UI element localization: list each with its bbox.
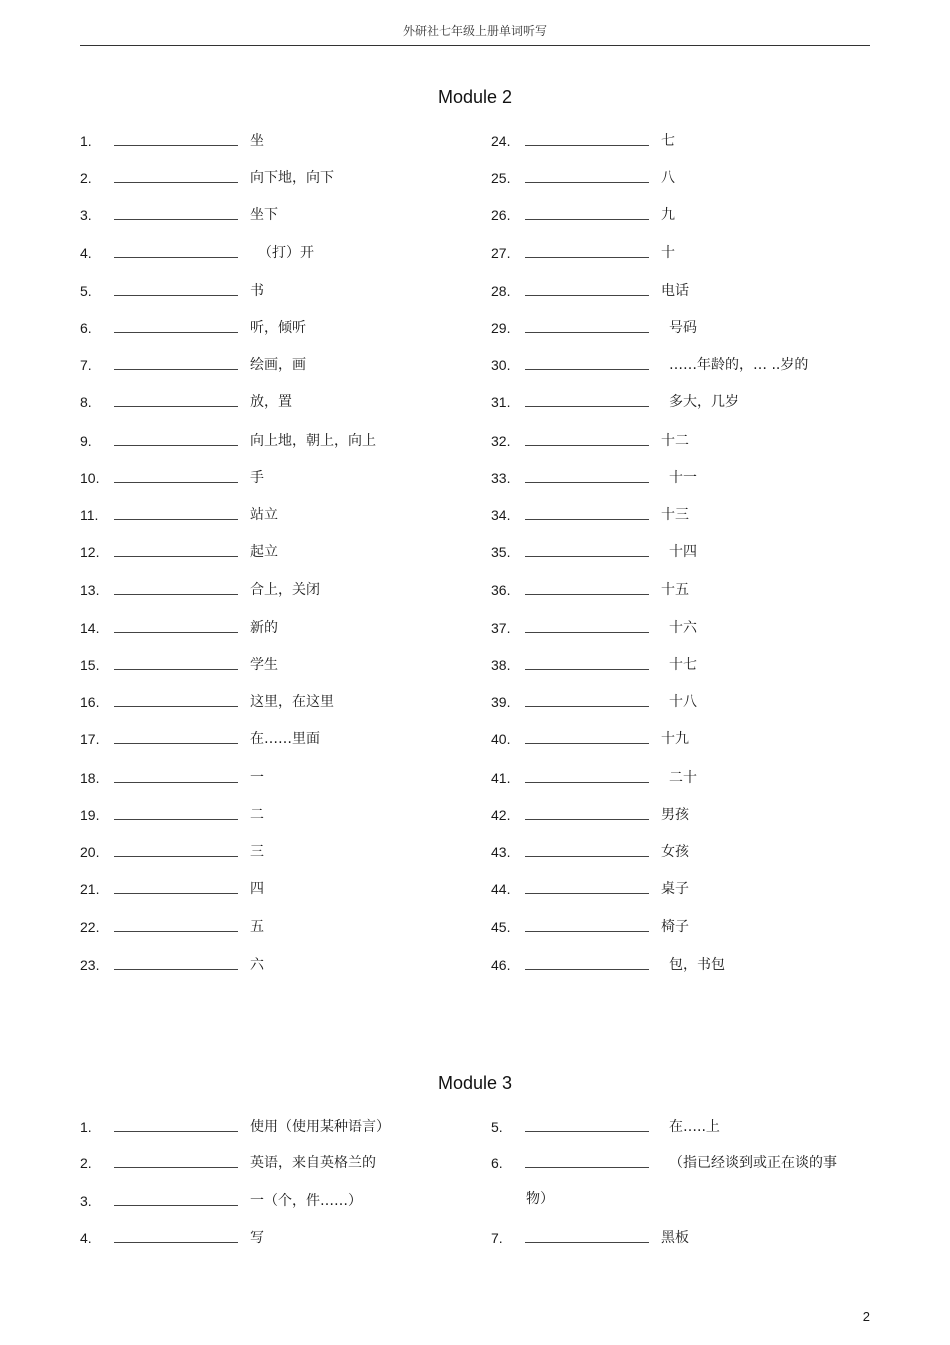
answer-blank[interactable] <box>114 768 238 783</box>
item-number: 34. <box>491 507 511 523</box>
item-number: 39. <box>491 694 511 710</box>
item-number: 7. <box>80 357 92 373</box>
item-meaning: 八 <box>661 170 675 186</box>
item-number: 23. <box>80 957 100 973</box>
answer-blank[interactable] <box>525 618 649 633</box>
item-number: 4. <box>80 1230 92 1246</box>
item-meaning: 这里，在这里 <box>250 694 334 710</box>
item-number: 29. <box>491 320 511 336</box>
item-meaning: 多大，几岁 <box>669 394 739 410</box>
item-number: 38. <box>491 657 511 673</box>
item-meaning: 使用（使用某种语言） <box>250 1119 390 1135</box>
answer-blank[interactable] <box>114 1153 238 1168</box>
answer-blank[interactable] <box>114 318 238 333</box>
item-number: 27. <box>491 245 511 261</box>
item-meaning: 黑板 <box>661 1230 689 1246</box>
answer-blank[interactable] <box>114 955 238 970</box>
item-meaning: ……年龄的，… ..岁的 <box>669 357 809 373</box>
item-number: 1. <box>80 133 92 149</box>
item-number: 26. <box>491 207 511 223</box>
answer-blank[interactable] <box>525 1228 649 1243</box>
item-number: 44. <box>491 881 511 897</box>
item-number: 40. <box>491 731 511 747</box>
item-number: 24. <box>491 133 511 149</box>
item-number: 1. <box>80 1119 92 1135</box>
item-number: 2. <box>80 1155 92 1171</box>
item-number: 32. <box>491 433 511 449</box>
item-meaning: 十九 <box>661 731 689 747</box>
answer-blank[interactable] <box>114 1228 238 1243</box>
answer-blank[interactable] <box>114 205 238 220</box>
answer-blank[interactable] <box>525 205 649 220</box>
answer-blank[interactable] <box>525 1153 649 1168</box>
item-number: 9. <box>80 433 92 449</box>
item-meaning: 绘画，画 <box>250 357 306 373</box>
answer-blank[interactable] <box>114 1117 238 1132</box>
item-meaning: 十四 <box>669 544 697 560</box>
item-meaning: 合上，关闭 <box>250 582 320 598</box>
item-number: 25. <box>491 170 511 186</box>
module-3-title: Module 3 <box>437 1073 513 1093</box>
item-number: 37. <box>491 620 511 636</box>
item-number: 11. <box>80 507 99 523</box>
answer-blank[interactable] <box>114 131 238 146</box>
page-number: 2 <box>862 1309 870 1324</box>
item-meaning: 十 <box>661 245 675 261</box>
item-meaning: 十二 <box>661 433 689 449</box>
item-meaning: （打）开 <box>258 245 314 261</box>
answer-blank[interactable] <box>525 879 649 894</box>
item-meaning: 一（个，件……） <box>250 1193 362 1209</box>
answer-blank[interactable] <box>114 431 238 446</box>
item-number: 2. <box>80 170 92 186</box>
answer-blank[interactable] <box>114 281 238 296</box>
item-number: 14. <box>80 620 100 636</box>
item-number: 41. <box>491 770 511 786</box>
item-meaning: 电话 <box>661 283 689 299</box>
answer-blank[interactable] <box>525 168 649 183</box>
item-number: 16. <box>80 694 100 710</box>
answer-blank[interactable] <box>525 955 649 970</box>
item-meaning: 向下地，向下 <box>250 170 334 186</box>
module-2-title: Module 2 <box>437 87 513 107</box>
answer-blank[interactable] <box>114 505 238 520</box>
answer-blank[interactable] <box>525 805 649 820</box>
item-meaning: 二十 <box>669 770 697 786</box>
answer-blank[interactable] <box>525 131 649 146</box>
item-meaning: 十五 <box>661 582 689 598</box>
item-meaning: 十一 <box>669 470 697 486</box>
item-number: 6. <box>491 1155 503 1171</box>
item-number: 19. <box>80 807 100 823</box>
answer-blank[interactable] <box>525 692 649 707</box>
item-meaning: 学生 <box>250 657 278 673</box>
answer-blank[interactable] <box>114 580 238 595</box>
answer-blank[interactable] <box>114 692 238 707</box>
item-meaning: 椅子 <box>661 919 689 935</box>
item-meaning: 九 <box>661 207 675 223</box>
item-meaning: 包，书包 <box>669 957 725 973</box>
answer-blank[interactable] <box>114 168 238 183</box>
item-number: 3. <box>80 1193 92 1209</box>
item-number: 22. <box>80 919 100 935</box>
answer-blank[interactable] <box>525 281 649 296</box>
answer-blank[interactable] <box>114 542 238 557</box>
item-number: 33. <box>491 470 511 486</box>
item-meaning: 英语，来自英格兰的 <box>250 1155 376 1171</box>
item-meaning: 一 <box>250 770 264 786</box>
item-meaning: 二 <box>250 807 264 823</box>
answer-blank[interactable] <box>525 917 649 932</box>
item-meaning: 在……里面 <box>250 731 320 747</box>
item-meaning: 五 <box>250 919 264 935</box>
item-meaning: 男孩 <box>661 807 689 823</box>
item-meaning: 号码 <box>669 320 697 336</box>
item-meaning: 坐下 <box>250 207 278 223</box>
answer-blank[interactable] <box>114 842 238 857</box>
answer-blank[interactable] <box>114 392 238 407</box>
answer-blank[interactable] <box>114 879 238 894</box>
answer-blank[interactable] <box>114 1191 238 1206</box>
item-meaning: 十三 <box>661 507 689 523</box>
answer-blank[interactable] <box>525 505 649 520</box>
item-meaning: 向上地，朝上，向上 <box>250 433 376 449</box>
item-meaning: 听，倾听 <box>250 320 306 336</box>
item-number: 45. <box>491 919 511 935</box>
answer-blank[interactable] <box>114 917 238 932</box>
header-divider <box>80 45 870 46</box>
answer-blank[interactable] <box>525 1117 649 1132</box>
answer-blank[interactable] <box>525 392 649 407</box>
answer-blank[interactable] <box>525 318 649 333</box>
item-meaning: 书 <box>250 283 264 299</box>
item-number: 15. <box>80 657 100 673</box>
item-meaning: 十七 <box>669 657 697 673</box>
item-meaning-continuation: 物） <box>526 1191 554 1207</box>
item-meaning: 在…..上 <box>669 1119 720 1135</box>
answer-blank[interactable] <box>114 355 238 370</box>
item-number: 13. <box>80 582 100 598</box>
item-number: 17. <box>80 731 100 747</box>
answer-blank[interactable] <box>525 729 649 744</box>
item-meaning: 坐 <box>250 133 264 149</box>
item-number: 28. <box>491 283 511 299</box>
answer-blank[interactable] <box>525 655 649 670</box>
item-number: 43. <box>491 844 511 860</box>
item-meaning: 桌子 <box>661 881 689 897</box>
item-number: 5. <box>491 1119 503 1135</box>
item-number: 8. <box>80 394 92 410</box>
item-number: 10. <box>80 470 100 486</box>
item-meaning: （指已经谈到或正在谈的事 <box>669 1155 837 1171</box>
item-number: 18. <box>80 770 100 786</box>
item-meaning: 十六 <box>669 620 697 636</box>
answer-blank[interactable] <box>114 655 238 670</box>
item-number: 21. <box>80 881 100 897</box>
item-number: 30. <box>491 357 511 373</box>
item-number: 4. <box>80 245 92 261</box>
answer-blank[interactable] <box>525 468 649 483</box>
answer-blank[interactable] <box>114 729 238 744</box>
item-meaning: 新的 <box>250 620 278 636</box>
item-number: 6. <box>80 320 92 336</box>
item-meaning: 手 <box>250 470 264 486</box>
item-number: 3. <box>80 207 92 223</box>
answer-blank[interactable] <box>114 805 238 820</box>
item-number: 46. <box>491 957 511 973</box>
answer-blank[interactable] <box>525 355 649 370</box>
item-meaning: 起立 <box>250 544 278 560</box>
answer-blank[interactable] <box>525 768 649 783</box>
item-number: 35. <box>491 544 511 560</box>
item-number: 7. <box>491 1230 503 1246</box>
answer-blank[interactable] <box>525 580 649 595</box>
item-number: 12. <box>80 544 100 560</box>
answer-blank[interactable] <box>114 468 238 483</box>
item-meaning: 六 <box>250 957 264 973</box>
item-meaning: 站立 <box>250 507 278 523</box>
item-meaning: 七 <box>661 133 675 149</box>
answer-blank[interactable] <box>114 618 238 633</box>
answer-blank[interactable] <box>525 542 649 557</box>
answer-blank[interactable] <box>525 842 649 857</box>
item-meaning: 十八 <box>669 694 697 710</box>
item-meaning: 女孩 <box>661 844 689 860</box>
item-number: 20. <box>80 844 100 860</box>
answer-blank[interactable] <box>525 243 649 258</box>
item-meaning: 四 <box>250 881 264 897</box>
item-number: 31. <box>491 394 511 410</box>
item-number: 5. <box>80 283 92 299</box>
page-header-title: 外研社七年级上册单词听写 <box>402 24 547 38</box>
item-number: 42. <box>491 807 511 823</box>
item-meaning: 三 <box>250 844 264 860</box>
item-number: 36. <box>491 582 511 598</box>
item-meaning: 放，置 <box>250 394 292 410</box>
answer-blank[interactable] <box>525 431 649 446</box>
item-meaning: 写 <box>250 1230 264 1246</box>
answer-blank[interactable] <box>114 243 238 258</box>
